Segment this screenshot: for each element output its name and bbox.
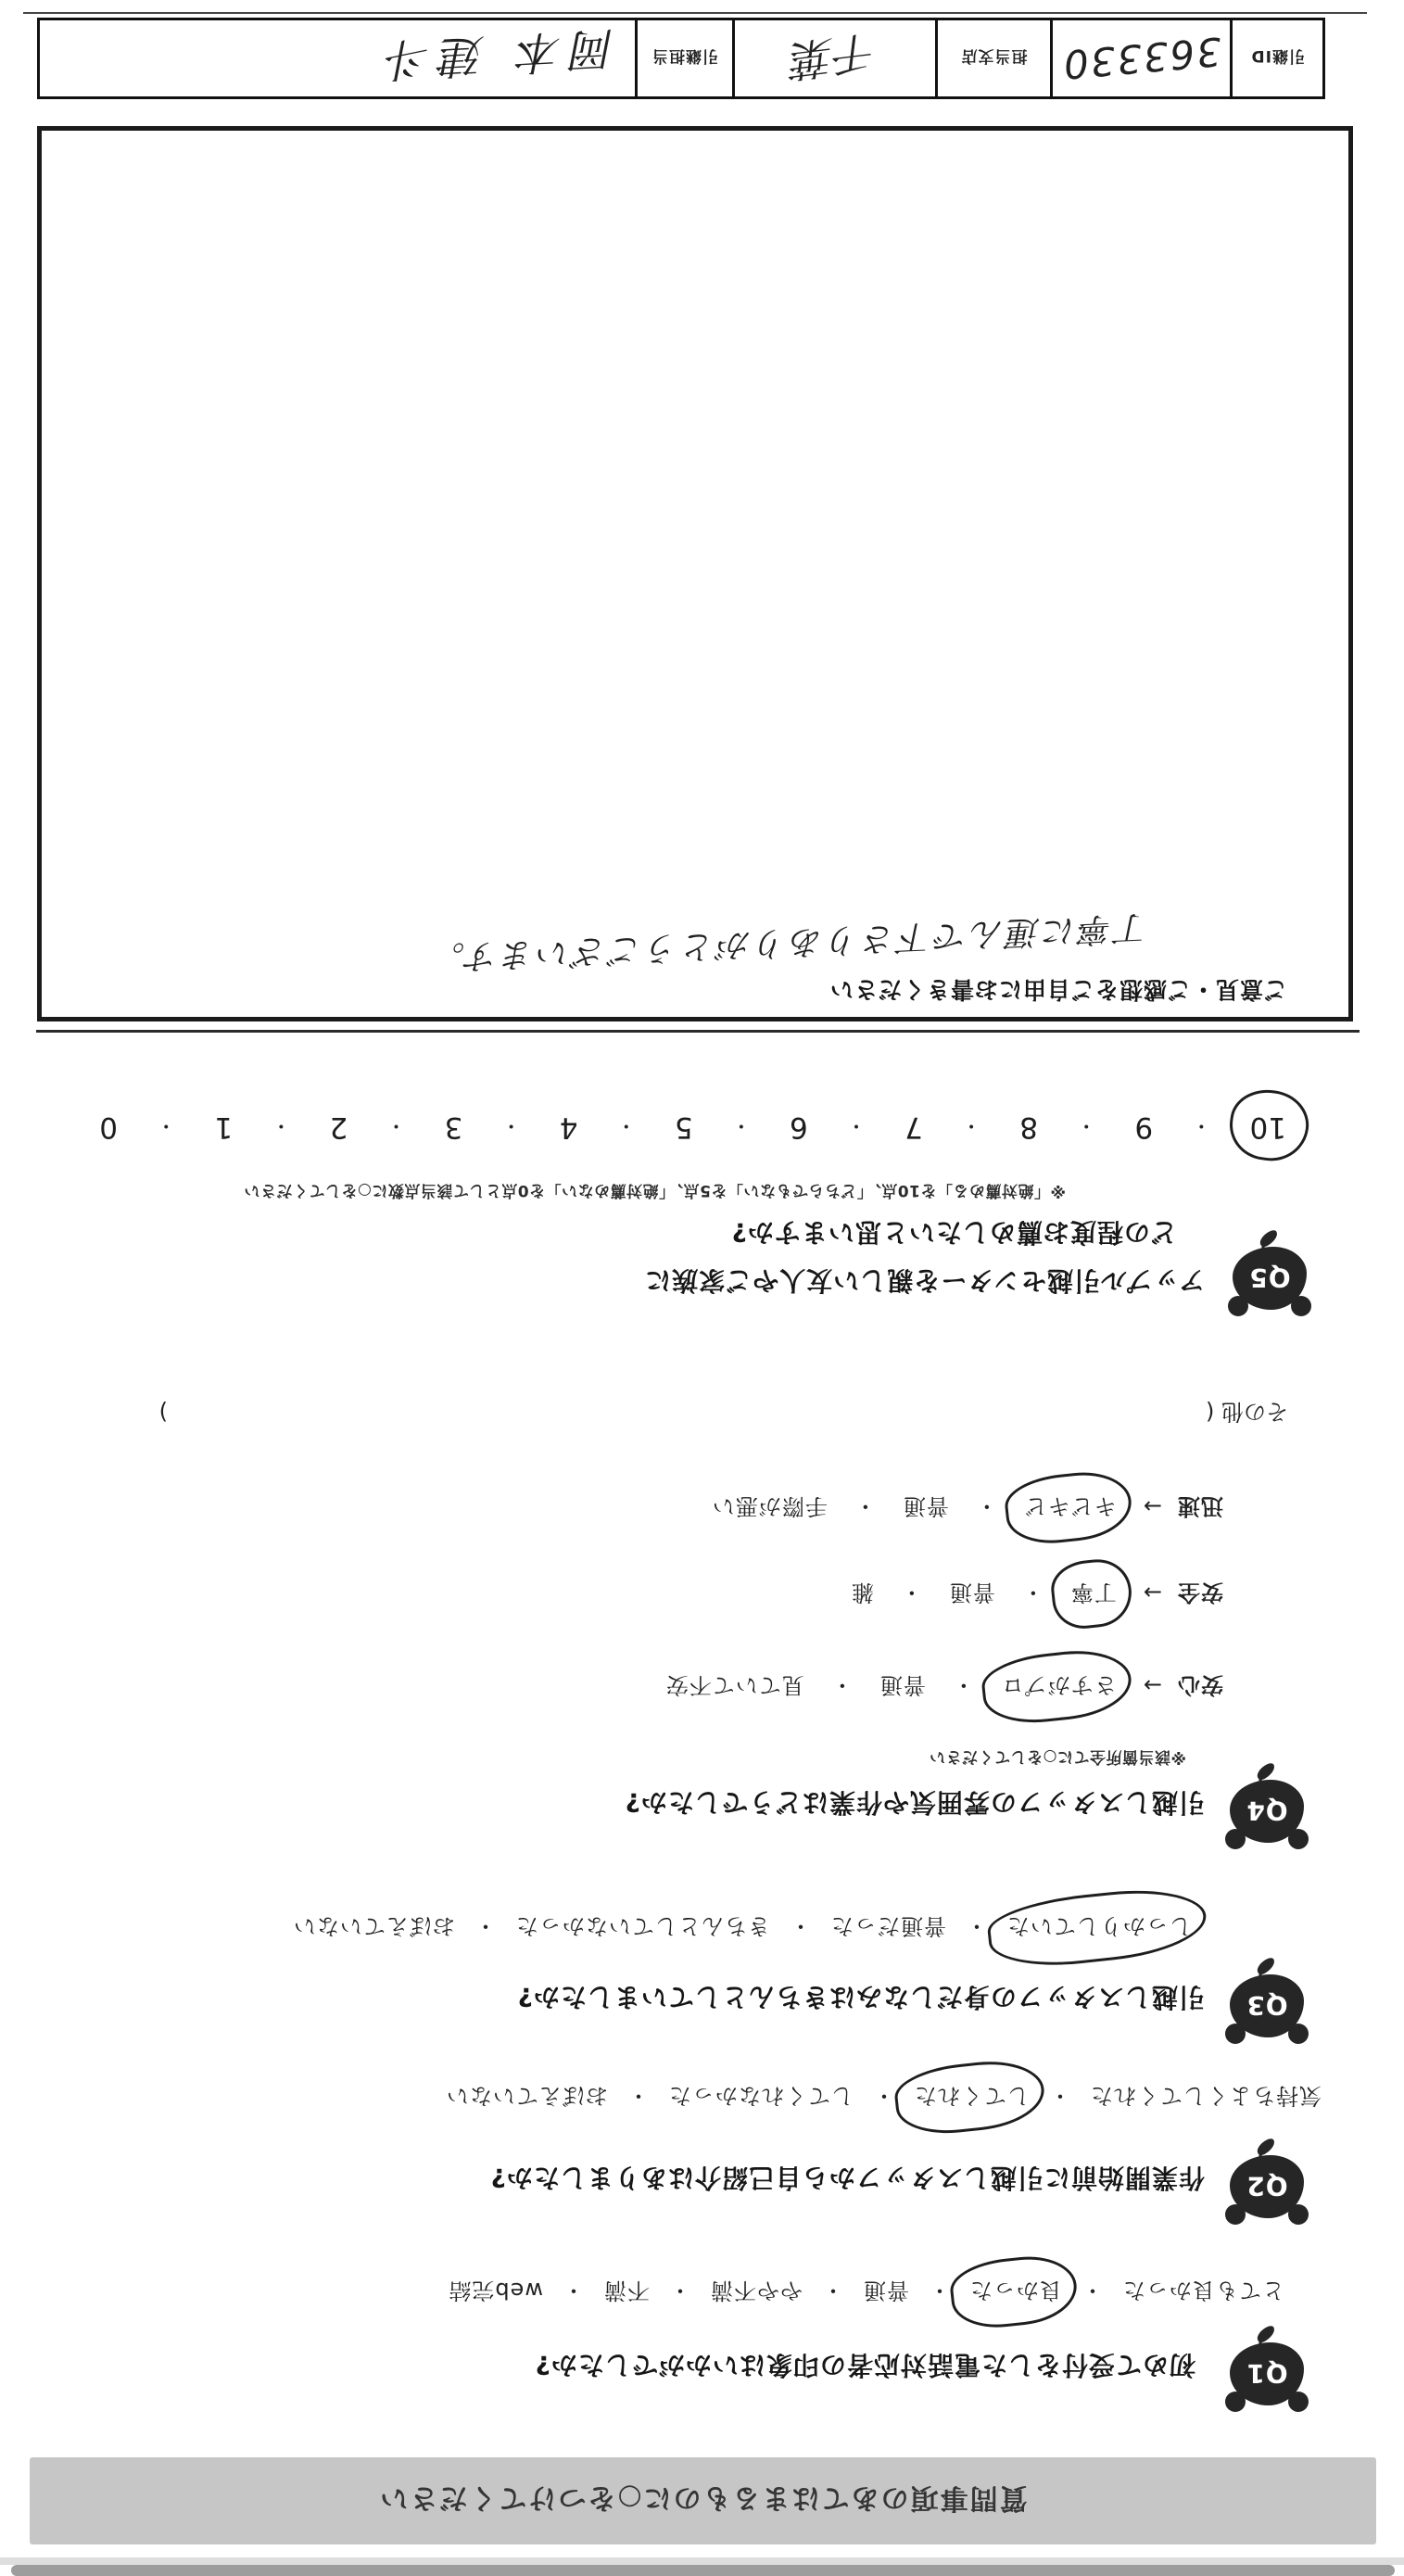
option-separator: ・	[974, 1493, 998, 1519]
q1-option-5: 不満	[603, 2278, 650, 2303]
q2-option-1: 気持ちよくしてくれた	[1090, 2083, 1322, 2109]
q2-option-3: してくれなかった	[668, 2083, 854, 2109]
q5-score-10: 10	[1249, 1110, 1286, 1144]
q4-other-label: その他 (	[1206, 1399, 1288, 1425]
comment-box-label: ご意見・ご感想をご自由にお書きください	[828, 976, 1287, 1003]
q4-title: 引越しスタッフの雰囲気や作業はどうでしたか?	[624, 1787, 1205, 1818]
form-header-bar	[30, 2457, 1376, 2544]
q2-option-4: おぼえていない	[446, 2083, 608, 2109]
option-separator: ・	[730, 1113, 752, 1137]
q4-mascot-badge-icon	[1230, 1780, 1304, 1843]
q3-option-2: 普通だった	[830, 1913, 946, 1939]
q1-option-1: とても良かった	[1122, 2278, 1284, 2303]
handwritten-branch: 千葉	[789, 25, 880, 86]
branch-value	[732, 20, 935, 96]
q5-score-1: 1	[214, 1110, 234, 1144]
option-separator: ・	[928, 2278, 951, 2303]
q4-other-field	[159, 1398, 1288, 1430]
q4-row-3-option-1: キビキビ	[1020, 1491, 1120, 1527]
q3-option-1: しっかりしていた	[1003, 1910, 1195, 1947]
handwritten-staff-name: 岡本 建斗	[376, 21, 618, 87]
q5-score-3: 3	[444, 1110, 463, 1144]
option-separator: ・	[961, 1113, 982, 1137]
q4-row-2-option-1: 丁寧	[1067, 1577, 1120, 1613]
q4-row-1-option-2: 普通	[879, 1672, 926, 1698]
q4-row-1-option-3: 見ていて不安	[664, 1672, 804, 1698]
q5-score-9: 9	[1134, 1110, 1154, 1144]
option-separator: ・	[1048, 2083, 1071, 2109]
option-separator: ・	[386, 1113, 407, 1137]
q1-mascot-badge-icon	[1230, 2342, 1304, 2405]
q4-row-3-option-3: 手際が悪い	[711, 1493, 828, 1519]
arrow-right-icon: →	[1142, 1493, 1162, 1519]
option-separator: ・	[615, 1113, 637, 1137]
handover-staff-label: 引継担当	[635, 20, 732, 96]
q4-row-anshin	[662, 1669, 1223, 1706]
q3-title: 引越しスタッフの身だしなみはきちんとしていましたか?	[516, 1982, 1205, 2012]
q3-option-3: きちんとしていなかった	[515, 1913, 770, 1939]
q1-title: 初めて受付をした電話対応者の印象はいかがでしたか?	[534, 2350, 1195, 2380]
form-header-text: 質問事項のあてはまるものに○をつけてください	[378, 2481, 1028, 2514]
q1-number: Q1	[1246, 2358, 1288, 2390]
q2-mascot-badge-icon	[1230, 2155, 1304, 2218]
option-separator: ・	[156, 1113, 177, 1137]
scan-edge-shadow	[11, 2565, 1395, 2576]
option-separator: ・	[271, 1113, 292, 1137]
option-separator: ・	[500, 1113, 522, 1137]
option-separator: ・	[668, 2278, 691, 2303]
q5-note: ※「絶対薦める」を10点、「どちらでもない」を5点、「絶対薦めない」を0点として該当点数に○をしてください	[243, 1181, 1066, 1199]
comment-box-outer-rule	[36, 1030, 1360, 1033]
option-separator: ・	[899, 1580, 923, 1605]
q5-number: Q5	[1248, 1263, 1291, 1294]
q4-row-2-label: 安全	[1177, 1580, 1223, 1605]
branch-label: 担当支店	[935, 20, 1050, 96]
arrow-right-icon: →	[1142, 1672, 1162, 1698]
arrow-right-icon: →	[1142, 1580, 1162, 1605]
option-separator: ・	[951, 1672, 975, 1698]
option-separator: ・	[474, 1913, 497, 1939]
q1-option-4: やや不満	[710, 2278, 803, 2303]
q3-number: Q3	[1246, 1990, 1288, 2022]
q1-option-6: web完結	[448, 2278, 543, 2303]
q5-score-2: 2	[329, 1110, 348, 1144]
q3-options-row	[289, 1910, 1195, 1947]
q4-row-3-label: 迅速	[1177, 1493, 1223, 1519]
option-separator: ・	[1076, 1113, 1097, 1137]
q1-options-row	[444, 2275, 1288, 2311]
badge-leaf-icon	[1254, 2324, 1277, 2344]
q4-row-jinsoku	[708, 1491, 1223, 1527]
scan-edge-fade	[0, 2557, 1404, 2565]
option-separator: ・	[1081, 2278, 1104, 2303]
q3-option-4: おぼえていない	[293, 1913, 455, 1939]
q1-option-3: 普通	[863, 2278, 909, 2303]
badge-leaf-icon	[1254, 1956, 1277, 1976]
option-separator: ・	[845, 1113, 866, 1137]
option-separator: ・	[789, 1913, 812, 1939]
q4-row-2-option-3: 雑	[850, 1580, 874, 1605]
option-separator: ・	[853, 1493, 877, 1519]
handover-staff-value	[40, 20, 635, 96]
badge-leaf-icon	[1254, 1761, 1277, 1782]
option-separator: ・	[821, 2278, 844, 2303]
handwritten-id: 363330	[1059, 29, 1223, 88]
badge-leaf-icon	[1254, 2137, 1277, 2157]
q5-score-0: 0	[99, 1110, 119, 1144]
q4-note: ※該当箇所全てに○をしてください	[929, 1747, 1186, 1766]
handover-id-label: 引継ID	[1230, 20, 1322, 96]
q4-row-1-label: 安心	[1177, 1672, 1223, 1698]
q2-options-row	[442, 2080, 1325, 2116]
q1-option-2: 良かった	[966, 2275, 1066, 2311]
q4-row-1-option-1: さすがプロ	[997, 1669, 1120, 1706]
q5-score-6: 6	[790, 1110, 808, 1144]
handover-id-value	[1050, 20, 1230, 96]
q5-score-8: 8	[1019, 1110, 1039, 1144]
option-separator: ・	[562, 2278, 585, 2303]
q5-mascot-badge-icon	[1233, 1247, 1307, 1310]
option-separator: ・	[965, 1913, 988, 1939]
q5-nps-scale	[97, 1110, 1288, 1144]
q2-number: Q2	[1246, 2171, 1288, 2202]
table-outer-rule	[23, 12, 1367, 14]
handwritten-comment: 丁寧に運んで下さりありがとうございます。	[428, 907, 1150, 977]
option-separator: ・	[626, 2083, 650, 2109]
q5-title-line1: アップル引越センターを親しい友人やご家族に	[644, 1265, 1205, 1296]
q2-title: 作業開始前に引越しスタッフから自己紹介はありましたか?	[489, 2163, 1205, 2193]
option-separator: ・	[1020, 1580, 1044, 1605]
handover-info-table	[37, 18, 1325, 99]
option-separator: ・	[872, 2083, 895, 2109]
q5-score-7: 7	[904, 1110, 923, 1144]
badge-leaf-icon	[1257, 1228, 1280, 1249]
q5-score-5: 5	[674, 1110, 693, 1144]
q4-number: Q4	[1246, 1796, 1288, 1827]
q3-mascot-badge-icon	[1230, 1974, 1304, 2037]
q5-title-line2: どの程度お薦めしたいと思いますか?	[730, 1217, 1177, 1248]
q4-row-3-option-2: 普通	[902, 1493, 949, 1519]
q4-other-close: )	[158, 1399, 168, 1425]
q4-row-anzen	[847, 1577, 1223, 1613]
q5-score-4: 4	[559, 1110, 578, 1144]
option-separator: ・	[829, 1672, 854, 1698]
option-separator: ・	[1191, 1113, 1212, 1137]
q2-option-2: してくれた	[910, 2080, 1033, 2116]
comment-box	[37, 126, 1353, 1022]
q4-row-2-option-2: 普通	[948, 1580, 995, 1605]
